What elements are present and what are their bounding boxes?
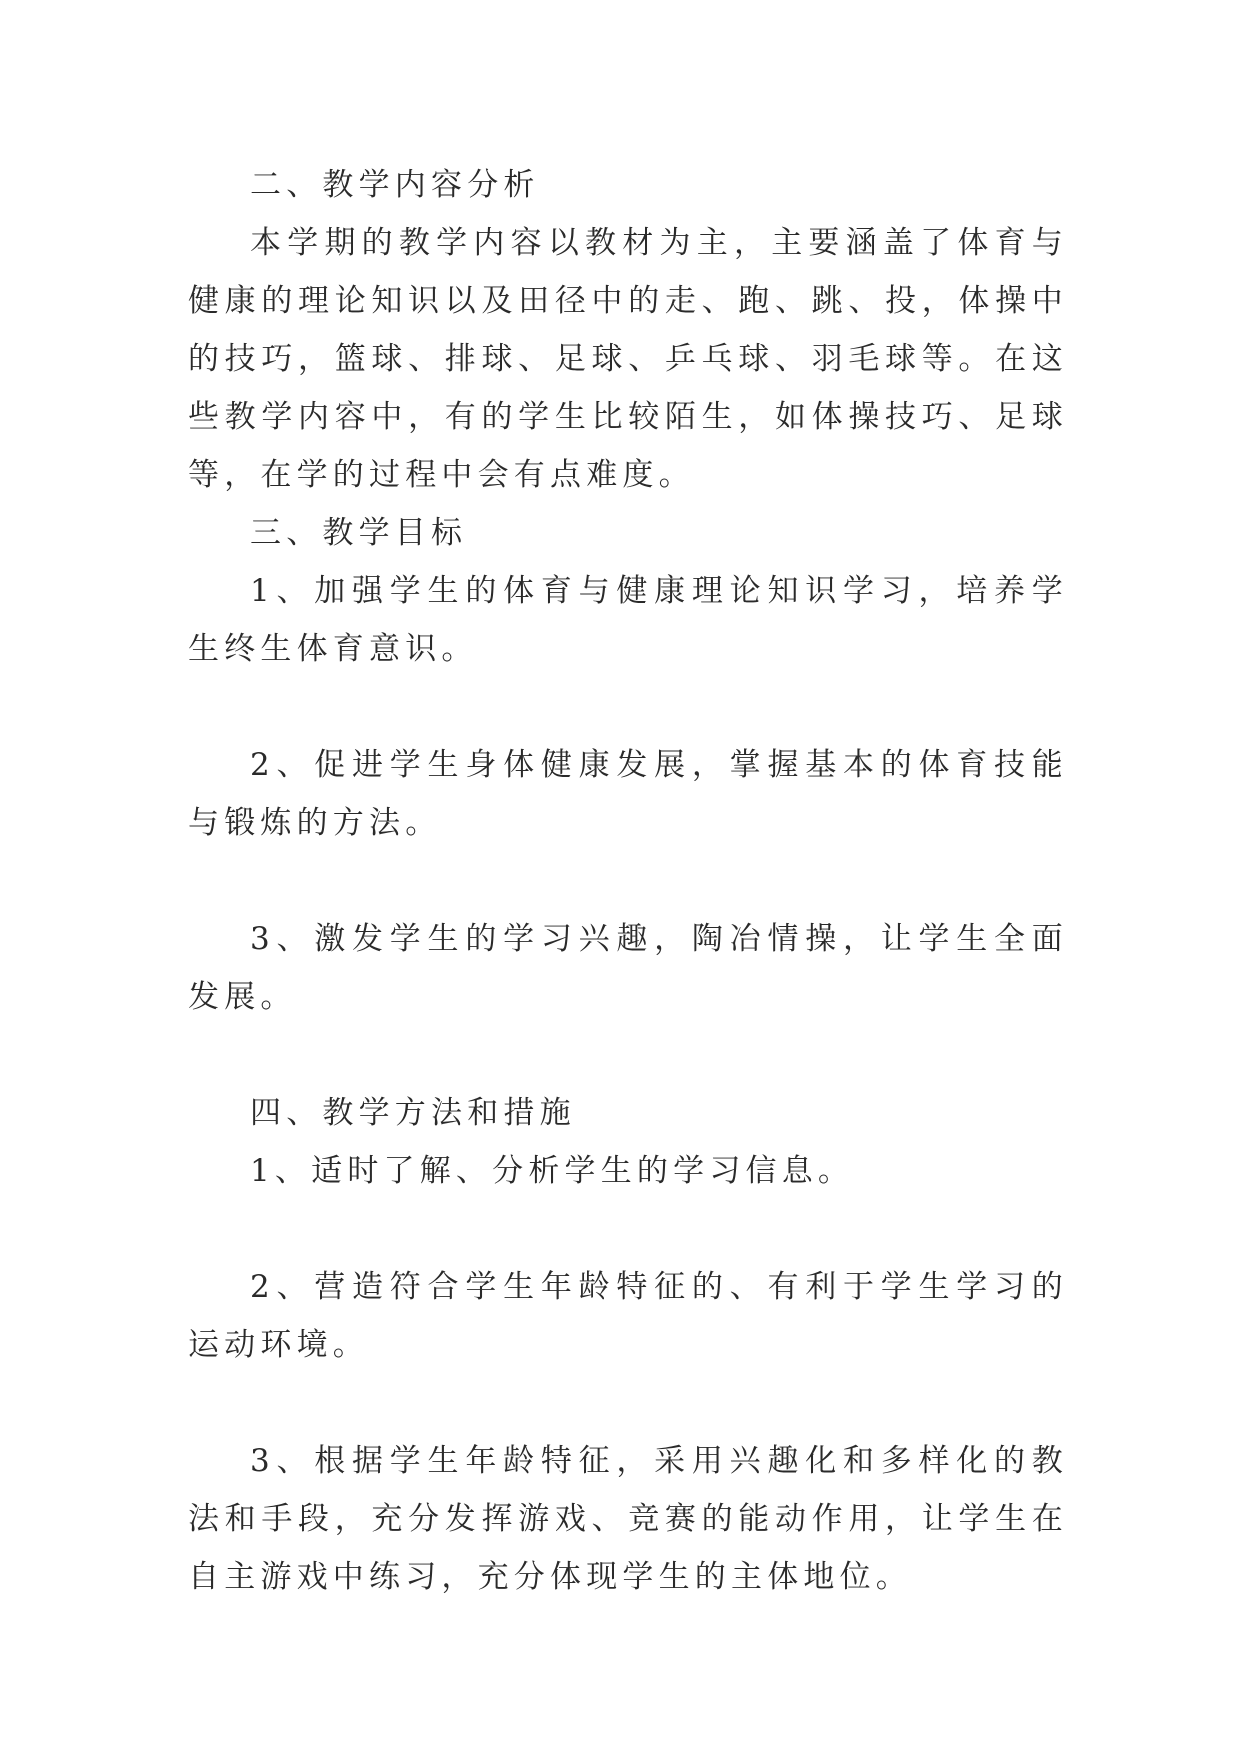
paragraph-spacer — [188, 1374, 1068, 1432]
paragraph-goal-2: 2、促进学生身体健康发展，掌握基本的体育技能与锻炼的方法。 — [188, 747, 1068, 841]
paragraph-method-1: 1、适时了解、分析学生的学习信息。 — [250, 1153, 855, 1189]
paragraph-spacer — [188, 1026, 1068, 1084]
paragraph-method-2: 2、营造符合学生年龄特征的、有利于学生学习的运动环境。 — [188, 1269, 1068, 1363]
paragraph-method-3: 3、根据学生年龄特征，采用兴趣化和多样化的教法和手段，充分发挥游戏、竞赛的能动作用，让学生在自主游戏中练习，充分体现学生的主体地位。 — [188, 1443, 1068, 1595]
paragraph-goal-1: 1、加强学生的体育与健康理论知识学习，培养学生终生体育意识。 — [188, 573, 1068, 667]
section-heading-content-analysis: 二、教学内容分析 — [250, 167, 540, 203]
paragraph-spacer — [188, 852, 1068, 910]
paragraph-goal-3: 3、激发学生的学习兴趣，陶冶情操，让学生全面发展。 — [188, 921, 1068, 1015]
paragraph-spacer — [188, 1200, 1068, 1258]
section-heading-methods: 四、教学方法和措施 — [250, 1095, 576, 1131]
document-body — [188, 156, 1068, 1606]
section-heading-teaching-goals: 三、教学目标 — [250, 515, 468, 551]
paragraph-content-analysis: 本学期的教学内容以教材为主，主要涵盖了体育与健康的理论知识以及田径中的走、跑、跳、投，体操中的技巧，篮球、排球、足球、乒乓球、羽毛球等。在这些教学内容中，有的学生比较陌生，如体操技巧、足球等，在学的过程中会有点难度。 — [188, 225, 1068, 493]
paragraph-spacer — [188, 678, 1068, 736]
